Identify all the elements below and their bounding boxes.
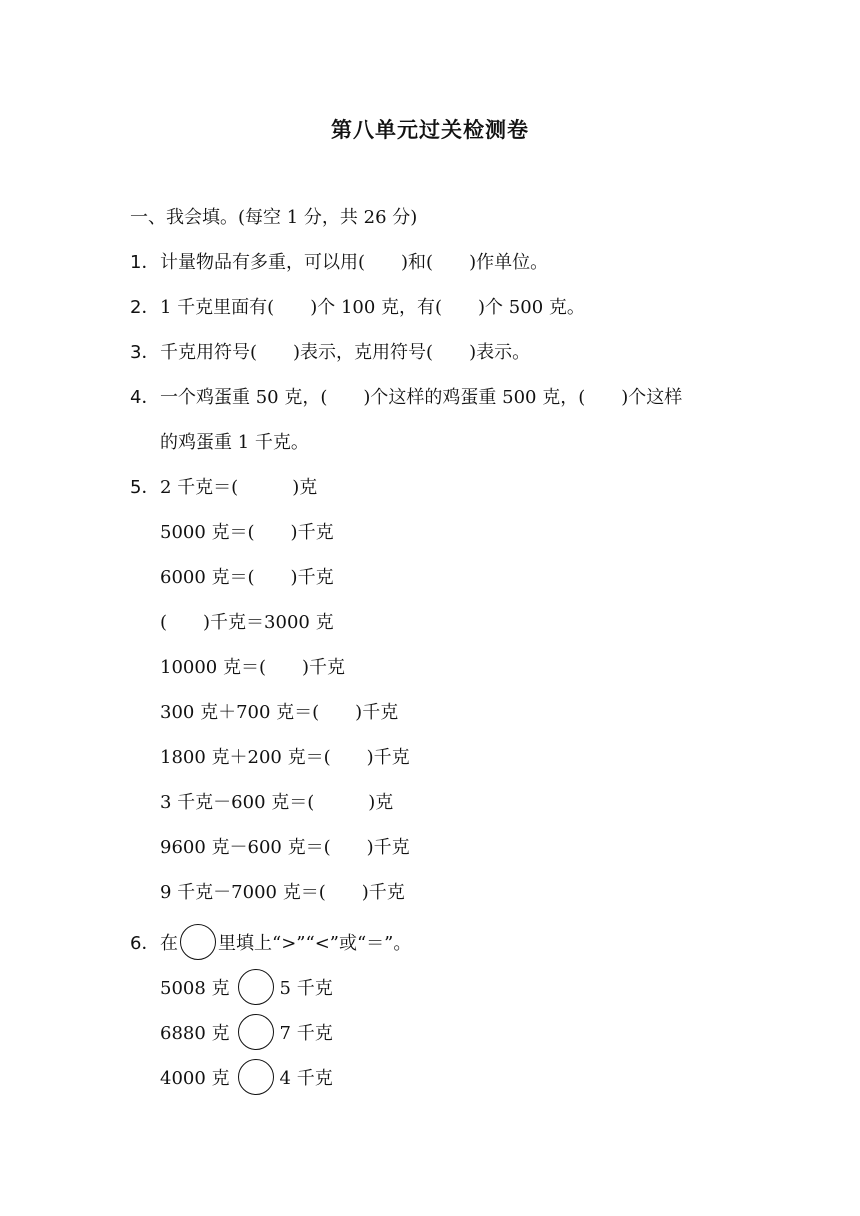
comparison-right: 4 千克	[279, 1068, 333, 1089]
conversion-item: 9 千克－7000 克＝( )千克	[160, 882, 405, 903]
question-text: 千克用符号( )表示，克用符号( )表示。	[160, 342, 531, 363]
comparison-left: 5008 克	[160, 978, 230, 999]
comparison-item	[160, 1061, 333, 1097]
question-4-continuation: 的鸡蛋重 1 千克。	[160, 432, 309, 453]
answer-circle-icon[interactable]	[238, 1059, 274, 1095]
question-text-pre: 在	[160, 933, 178, 954]
question-number: 1．	[130, 252, 160, 273]
question-number: 5．	[130, 477, 160, 498]
question-text: 1 千克里面有( )个 100 克，有( )个 500 克。	[160, 297, 585, 318]
question-1	[130, 251, 548, 275]
question-text-post: 里填上“>”“<”或“＝”。	[218, 933, 412, 954]
question-number: 2．	[130, 297, 160, 318]
conversion-item: 5000 克＝( )千克	[160, 522, 334, 543]
comparison-item	[160, 971, 333, 1007]
question-text: 计量物品有多重，可以用( )和( )作单位。	[160, 252, 549, 273]
conversion-item: 300 克＋700 克＝( )千克	[160, 702, 399, 723]
comparison-right: 5 千克	[279, 978, 333, 999]
comparison-left: 4000 克	[160, 1068, 230, 1089]
question-5	[130, 476, 317, 500]
comparison-item	[160, 1016, 333, 1052]
question-6	[130, 926, 411, 962]
page-title: 第八单元过关检测卷	[331, 118, 529, 142]
question-number: 3．	[130, 342, 160, 363]
answer-circle-icon[interactable]	[238, 1014, 274, 1050]
question-text: 一个鸡蛋重 50 克，( )个这样的鸡蛋重 500 克，( )个这样	[160, 387, 683, 408]
conversion-item: ( )千克＝3000 克	[160, 612, 334, 633]
question-text: 2 千克＝( )克	[160, 477, 318, 498]
conversion-item: 6000 克＝( )千克	[160, 567, 334, 588]
conversion-item: 10000 克＝( )千克	[160, 657, 346, 678]
comparison-left: 6880 克	[160, 1023, 230, 1044]
conversion-item: 9600 克－600 克＝( )千克	[160, 837, 410, 858]
question-number: 6．	[130, 933, 160, 954]
answer-circle-icon	[180, 924, 216, 960]
question-3	[130, 341, 530, 365]
conversion-item: 3 千克－600 克＝( )克	[160, 792, 394, 813]
question-4	[130, 386, 682, 410]
section-heading: 一、我会填。(每空 1 分，共 26 分)	[130, 207, 418, 228]
question-2	[130, 296, 585, 320]
conversion-item: 1800 克＋200 克＝( )千克	[160, 747, 410, 768]
comparison-right: 7 千克	[279, 1023, 333, 1044]
answer-circle-icon[interactable]	[238, 969, 274, 1005]
question-number: 4．	[130, 387, 160, 408]
